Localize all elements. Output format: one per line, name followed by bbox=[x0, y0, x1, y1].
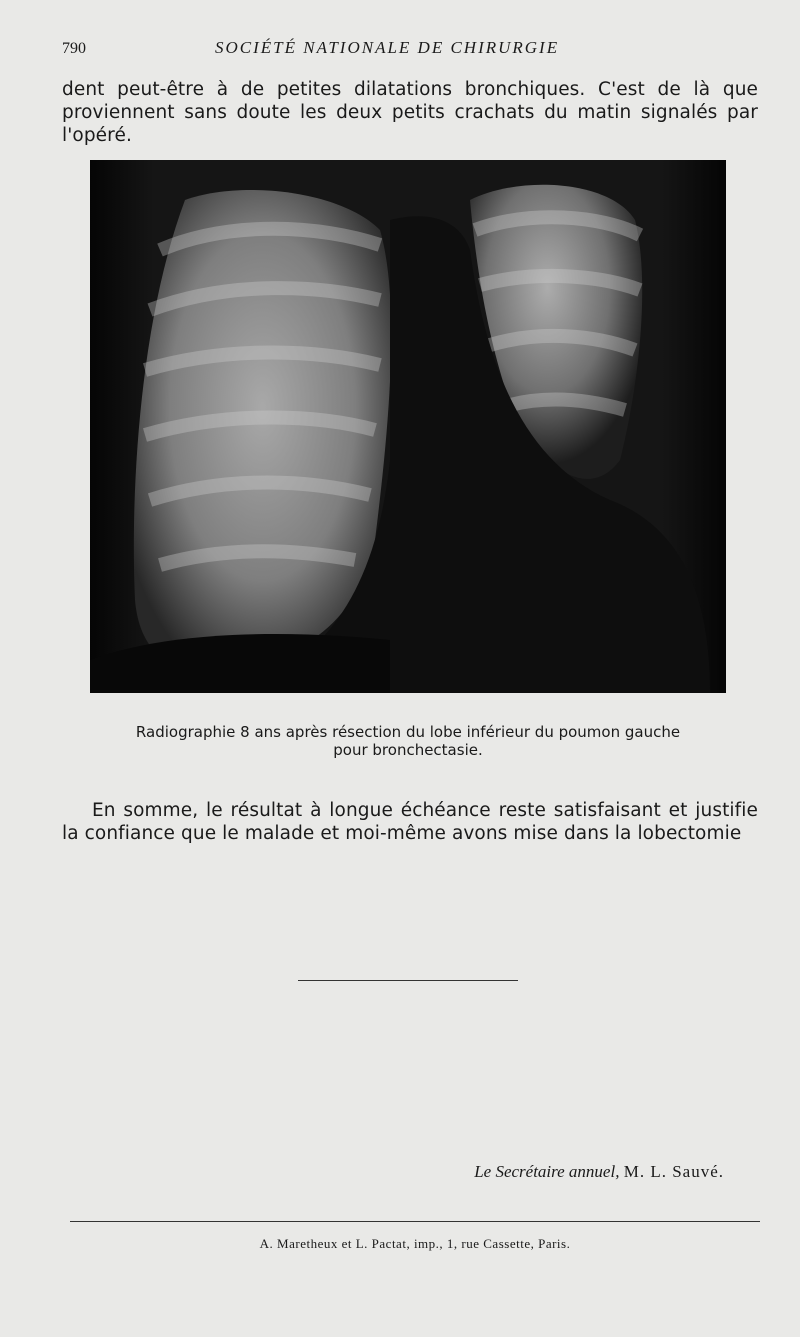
body-paragraph-2 bbox=[62, 799, 758, 845]
radiograph-drawing bbox=[90, 160, 726, 693]
chest-radiograph-image bbox=[90, 160, 726, 693]
printer-imprint: A. Maretheux et L. Pactat, imp., 1, rue Cassette, Paris. bbox=[259, 1236, 571, 1251]
figure-caption bbox=[90, 723, 726, 759]
body-paragraph-1: dent peut-être à de petites dilatations bronchiques. C'est de là que proviennent sans doute les deux petits crachats du matin signalés par l'opéré. bbox=[62, 79, 758, 146]
signature bbox=[474, 1162, 724, 1182]
page-number: 790 bbox=[62, 40, 86, 57]
signature-name: M. L. Sauvé. bbox=[623, 1162, 724, 1181]
footer-rule bbox=[70, 1221, 760, 1222]
running-header: SOCIÉTÉ NATIONALE DE CHIRURGIE bbox=[215, 38, 560, 57]
caption-line-2: pour bronchectasie. bbox=[333, 741, 483, 759]
caption-line-1: Radiographie 8 ans après résection du lobe inférieur du poumon gauche bbox=[135, 723, 681, 741]
body-paragraph-2-text: En somme, le résultat à longue échéance reste satisfaisant et justifie la confiance que le malade et moi-même avons mise dans la lobectomie bbox=[62, 800, 758, 844]
signature-role: Le Secrétaire annuel, bbox=[474, 1162, 620, 1181]
section-divider bbox=[298, 980, 518, 981]
